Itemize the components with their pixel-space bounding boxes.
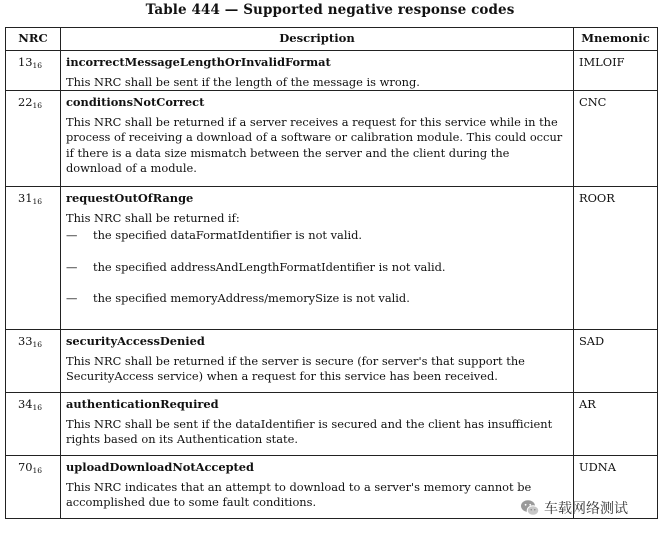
nrc-value: 33: [18, 334, 33, 348]
table-row: [6, 51, 658, 91]
nrc-value: 34: [18, 397, 33, 411]
description-text: This NRC shall be sent if the dataIdentifier is secured and the client has insufficient rights based on its Authentication state.: [66, 416, 553, 446]
nrc-base: 16: [32, 101, 43, 110]
list-item-text: the specified memoryAddress/memorySize is not valid.: [93, 291, 410, 305]
watermark-text: 车载网络测试: [544, 501, 628, 517]
table-row: [6, 187, 658, 330]
description-cell: [61, 330, 574, 393]
mnemonic-cell: AR: [574, 393, 658, 456]
description-cell: [61, 393, 574, 456]
code-name: authenticationRequired: [66, 397, 219, 411]
nrc-cell: [6, 91, 61, 187]
mnemonic-cell: SAD: [574, 330, 658, 393]
code-name: conditionsNotCorrect: [66, 95, 205, 109]
header-row: [6, 28, 658, 51]
table-row: [6, 91, 658, 187]
list-item-text: the specified dataFormatIdentifier is not valid.: [93, 228, 363, 242]
dash-mark: —: [66, 228, 78, 242]
nrc-value: 22: [18, 95, 33, 109]
list-item: [66, 291, 567, 307]
description-cell: [61, 187, 574, 330]
table-row: [6, 330, 658, 393]
list-item-text: the specified addressAndLengthFormatIdentifier is not valid.: [93, 259, 446, 274]
code-name: requestOutOfRange: [66, 191, 194, 205]
nrc-cell: [6, 187, 61, 330]
list-item: [66, 260, 567, 276]
nrc-cell: [6, 456, 61, 519]
mnemonic-cell: CNC: [574, 91, 658, 187]
nrc-value: 31: [18, 191, 33, 205]
table-title: Table 444 — Supported negative response codes: [145, 2, 515, 18]
dash-mark: —: [66, 259, 78, 274]
watermark: [520, 497, 628, 519]
description-text: This NRC shall be returned if:: [66, 210, 240, 225]
nrc-base: 16: [32, 466, 43, 475]
description-text: This NRC shall be sent if the length of the message is wrong.: [66, 74, 420, 89]
description-cell: [61, 456, 574, 519]
description-text: This NRC shall be returned if the server is secure (for server's that support the SecurityAccess service) when a request for this service has been received.: [66, 353, 525, 383]
mnemonic-cell: ROOR: [574, 187, 658, 330]
description-cell: [61, 51, 574, 91]
mnemonic-cell: IMLOIF: [574, 51, 658, 91]
mnemonic-cell: UDNA: [574, 456, 658, 519]
nrc-table: [5, 27, 658, 519]
nrc-value: 13: [18, 55, 33, 69]
dash-mark: —: [66, 291, 78, 305]
description-text: This NRC shall be returned if a server receives a request for this service while in the process of receiving a download of a software or calibration module. This could occur if there is a data size mismatch between the server and the client during the download of a module.: [66, 114, 563, 175]
nrc-cell: [6, 393, 61, 456]
code-name: uploadDownloadNotAccepted: [66, 460, 255, 474]
nrc-cell: [6, 330, 61, 393]
nrc-base: 16: [32, 403, 43, 412]
header-nrc: NRC: [6, 28, 61, 51]
description-text: This NRC indicates that an attempt to download to a server's memory cannot be accomplished due to some fault conditions.: [66, 479, 532, 509]
header-description: Description: [61, 28, 574, 51]
list-item: [66, 228, 567, 244]
code-name: incorrectMessageLengthOrInvalidFormat: [66, 55, 331, 69]
table-row: [6, 393, 658, 456]
nrc-cell: [6, 51, 61, 91]
wechat-icon: [520, 498, 540, 518]
header-mnemonic: Mnemonic: [574, 28, 658, 51]
nrc-base: 16: [32, 61, 43, 70]
nrc-base: 16: [32, 340, 43, 349]
description-cell: [61, 91, 574, 187]
nrc-value: 70: [18, 460, 33, 474]
nrc-base: 16: [32, 197, 43, 206]
code-name: securityAccessDenied: [66, 334, 205, 348]
